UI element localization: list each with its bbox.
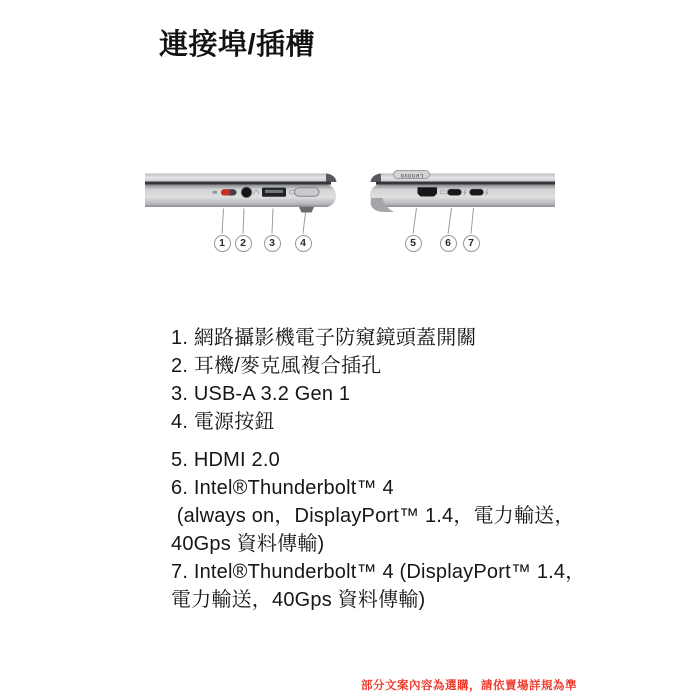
left-side-ports-group <box>171 324 601 436</box>
spec-item-3: 3. USB-A 3.2 Gen 1 <box>171 383 351 405</box>
spec-item-6-cont-2: 40Gps 資料傳輸) <box>171 533 325 555</box>
spec-item-7-cont-1: 電力輸送，40Gps 資料傳輸) <box>171 589 426 611</box>
laptop-body <box>370 185 555 208</box>
laptop-gap-line <box>145 182 331 185</box>
callout-line-5 <box>413 208 417 234</box>
disclaimer-text: 部分文案內容為選購，請依賣場詳規為準 <box>361 680 577 692</box>
callout-line-4 <box>303 213 306 234</box>
spec-item-4: 4. 電源按鈕 <box>171 411 275 433</box>
privacy-switch-red-knob <box>221 189 231 195</box>
callout-line-3 <box>272 209 273 234</box>
callout-4: 4 <box>295 235 312 252</box>
hdmi-port <box>418 187 438 196</box>
laptop-gap-line <box>376 182 555 185</box>
right-laptop-side-view <box>370 171 555 234</box>
callout-5: 5 <box>405 235 422 252</box>
spec-item-1: 1. 網路攝影機電子防窺鏡頭蓋開關 <box>171 327 477 349</box>
callout-line-6 <box>448 208 452 234</box>
ports-spec-list <box>171 324 601 614</box>
laptop-lid <box>145 174 327 183</box>
laptop-side-views <box>140 165 560 260</box>
spec-item-5: 5. HDMI 2.0 <box>171 449 280 471</box>
callout-7: 7 <box>463 235 480 252</box>
left-laptop-side-view <box>145 174 337 234</box>
spec-item-6: 6. Intel®Thunderbolt™ 4 <box>171 477 394 499</box>
power-button <box>295 188 320 196</box>
camera-shutter-icon <box>213 191 218 194</box>
usb-a-tongue <box>265 190 283 193</box>
page-title: 連接埠/插槽 <box>159 29 316 61</box>
thunderbolt-port-2 <box>470 189 484 195</box>
callout-lines-right <box>413 208 474 234</box>
callout-line-7 <box>471 208 474 234</box>
thunderbolt-port-1 <box>448 189 462 195</box>
callout-1: 1 <box>214 235 231 252</box>
callout-line-2 <box>243 209 244 234</box>
rubber-foot <box>299 207 314 213</box>
callout-lines-left <box>222 209 306 234</box>
callout-2: 2 <box>235 235 252 252</box>
laptop-lid-tip <box>326 174 337 183</box>
lenovo-logo <box>393 170 430 179</box>
spec-item-7: 7. Intel®Thunderbolt™ 4 (DisplayPort™ 1.4， <box>171 561 586 583</box>
laptop-lid-tip <box>371 174 382 183</box>
right-side-ports-group <box>171 446 601 614</box>
spec-item-6-cont-1: (always on，DisplayPort™ 1.4，電力輸送， <box>171 505 575 527</box>
lenovo-logo-text: Lenovo <box>399 171 424 178</box>
callout-3: 3 <box>264 235 281 252</box>
callout-6: 6 <box>440 235 457 252</box>
callout-line-1 <box>222 209 224 234</box>
spec-item-2: 2. 耳機/麥克風複合插孔 <box>171 355 382 377</box>
